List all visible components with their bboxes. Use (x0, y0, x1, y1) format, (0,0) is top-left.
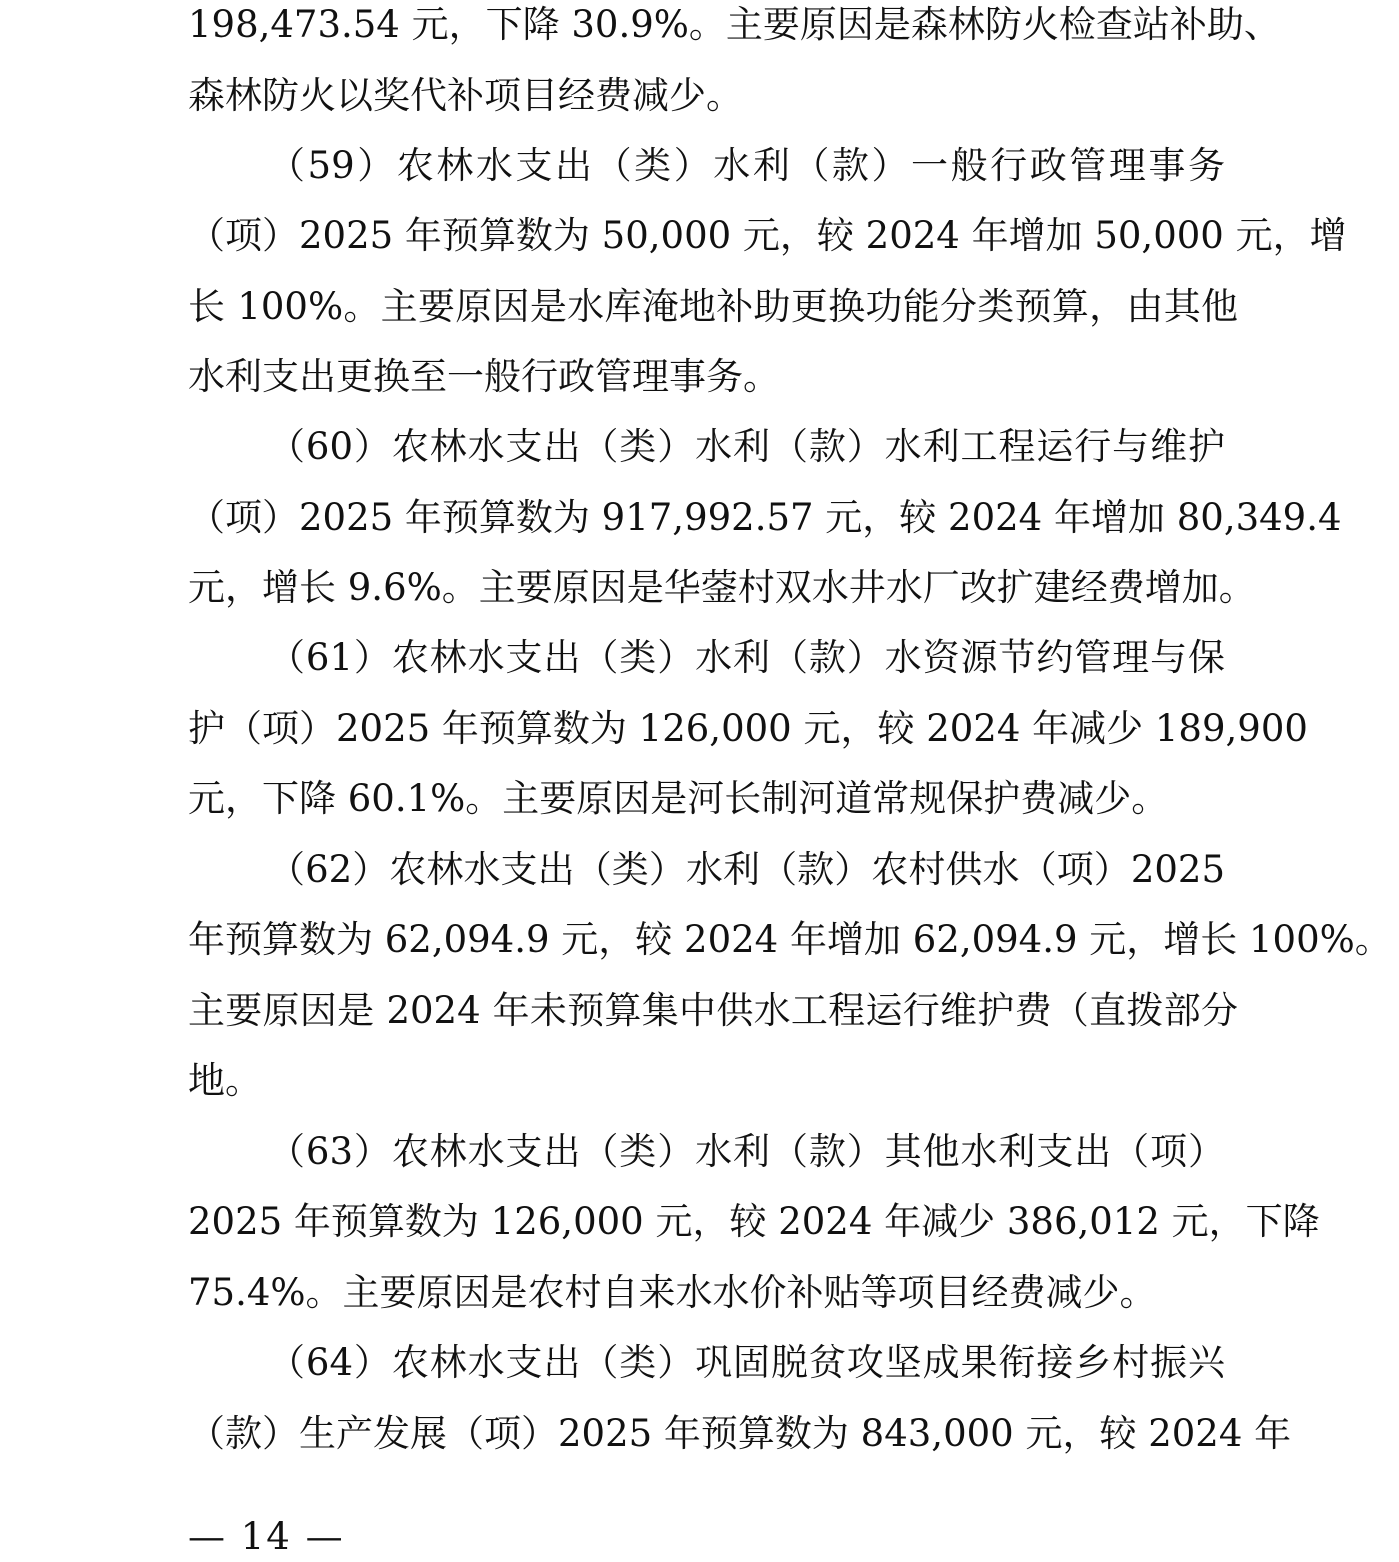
body-text-line: 护（项）2025 年预算数为 126,000 元，较 2024 年减少 189,900 (188, 707, 1308, 750)
body-text-line: 水利支出更换至一般行政管理事务。 (188, 355, 780, 398)
body-text-line: （项）2025 年预算数为 50,000 元，较 2024 年增加 50,000 元，增 (188, 214, 1347, 257)
paragraph-59-start: （59）农林水支出（类）水利（款）一般行政管理事务 (268, 144, 1225, 187)
body-text-line: 长 100%。主要原因是水库淹地补助更换功能分类预算，由其他 (188, 285, 1238, 328)
body-text-line: 75.4%。主要原因是农村自来水水价补贴等项目经费减少。 (188, 1271, 1157, 1314)
paragraph-62-start: （62）农林水支出（类）水利（款）农村供水（项）2025 (268, 848, 1225, 891)
body-text-line: （项）2025 年预算数为 917,992.57 元，较 2024 年增加 80,349.4 (188, 496, 1342, 539)
paragraph-63-start: （63）农林水支出（类）水利（款）其他水利支出（项） (268, 1130, 1225, 1173)
paragraph-61-start: （61）农林水支出（类）水利（款）水资源节约管理与保 (268, 636, 1225, 679)
page-number: — 14 — (188, 1515, 345, 1558)
body-text-line: 元，增长 9.6%。主要原因是华蓥村双水井水厂改扩建经费增加。 (188, 566, 1256, 609)
body-text-line: （款）生产发展（项）2025 年预算数为 843,000 元，较 2024 年 (188, 1412, 1292, 1455)
body-text-line: 2025 年预算数为 126,000 元，较 2024 年减少 386,012 元，下降 (188, 1200, 1320, 1243)
body-text-line: 主要原因是 2024 年未预算集中供水工程运行维护费（直拨部分 (188, 989, 1238, 1032)
body-text-line: 元，下降 60.1%。主要原因是河长制河道常规保护费减少。 (188, 777, 1169, 820)
paragraph-60-start: （60）农林水支出（类）水利（款）水利工程运行与维护 (268, 425, 1225, 468)
body-text-line: 地。 (188, 1059, 262, 1102)
paragraph-64-start: （64）农林水支出（类）巩固脱贫攻坚成果衔接乡村振兴 (268, 1341, 1225, 1384)
body-text-line: 森林防火以奖代补项目经费减少。 (188, 74, 743, 117)
body-text-line: 198,473.54 元，下降 30.9%。主要原因是森林防火检查站补助、 (188, 3, 1281, 46)
body-text-line: 年预算数为 62,094.9 元，较 2024 年增加 62,094.9 元，增长 100%。 (188, 918, 1392, 961)
